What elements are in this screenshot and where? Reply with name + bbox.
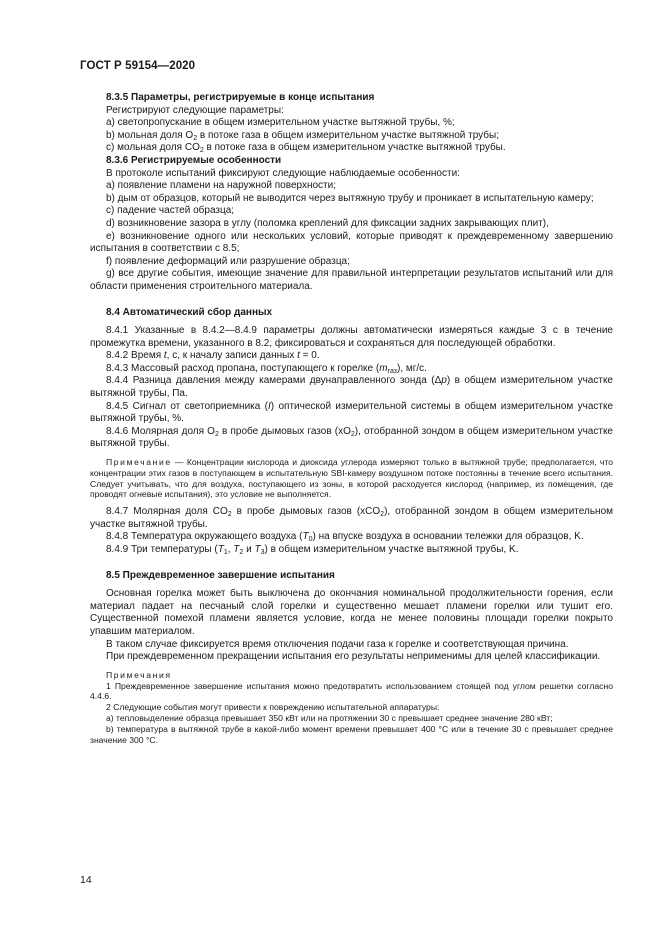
s849: 8.4.9 Три температуры ($T_1$, $T_2$ и $T_3$) в общем измерительном участке вытяжной трубы, K.	[106, 544, 519, 556]
page-number: 14	[80, 874, 92, 886]
s836-item-d: d) возникновение зазора в углу (поломка креплений для фиксации задних закрывающих плит),	[106, 217, 549, 229]
s836-item-c: c) падение частей образца;	[106, 205, 235, 217]
s85-para-3: При преждевременном прекращении испытания его результаты неприменимы для целей классификации.	[106, 651, 601, 663]
s842: 8.4.2 Время t, с, к началу записи данных t = 0.	[106, 350, 320, 362]
s85-notes-label: Примечания	[106, 669, 172, 680]
s841: 8.4.1 Указанные в 8.4.2—8.4.9 параметры должны автоматически измеряться каждые 3 с в течение промежутка времени, указанного в 8.2, фиксироваться и сохраняться для последующей обработки.	[90, 325, 613, 349]
s835-item-c: c) мольная доля $CO_2$ в потоке газа в общем измерительном участке вытяжной трубы.	[106, 142, 506, 155]
note-label: Примечание	[106, 457, 172, 468]
s85-para-1: Основная горелка может быть выключена до окончания номинальной продолжительности горения, если материал падает на песчаный слой горелки и существенно мешает пламени горелки или тушит его. Существенной помехой пламени является условие, когда не менее половины площади горелки покрыто упавшим материалом.	[90, 588, 613, 637]
document-code-header: ГОСТ Р 59154—2020	[80, 60, 196, 72]
s85-para-2: В таком случае фиксируется время отключения подачи газа к горелке и соответствующая причина.	[106, 638, 569, 650]
section-8-5-heading: 8.5 Преждевременное завершение испытания	[106, 569, 335, 581]
s85-note-2: 2 Следующие события могут привести к повреждению испытательной аппаратуры:	[106, 702, 440, 713]
s85-note-1: 1 Преждевременное завершение испытания можно предотвратить использованием стоящей под углом решетки согласно 4.4.6.	[90, 680, 613, 702]
page-body	[90, 92, 613, 745]
s848: 8.4.8 Температура окружающего воздуха $(T_0)$ на впуске воздуха в основании тележки для образцов, K.	[106, 531, 584, 544]
s835-intro: Регистрируют следующие параметры:	[106, 104, 284, 116]
s84-note: Примечание — Концентрации кислорода и диоксида углерода измеряют только в вытяжной трубе; предполагается, что концентрации этих газов в поступающем в испытательную SBI-камеру воздушном потоке постоянны в течение всего испытания. Следует учитывать, что для воздуха, поступающего из зоны, в которой расходуется кислород (например, из помещения, где проводят огневые испытания), это условие не выполняется.	[90, 457, 613, 500]
s835-item-b: b) мольная доля $O_2$ в потоке газа в общем измерительном участке вытяжной трубы;	[106, 129, 499, 142]
section-8-4-heading: 8.4 Автоматический сбор данных	[106, 306, 273, 318]
s836-item-f: f) появление деформаций или разрушение образца;	[106, 255, 350, 267]
s844: 8.4.4 Разница давления между камерами двунаправленного зонда (Δp) в общем измерительном участке вытяжной трубы, Па.	[90, 375, 613, 400]
s85-note-2a: а) тепловыделение образца превышает 350 кВт или на протяжении 30 с превышает среднее значение 280 кВт;	[106, 712, 553, 723]
s836-item-b: b) дым от образцов, который не выводится через вытяжную трубу и проникает в испытательную камеру;	[106, 192, 594, 204]
s836-item-g: g) все другие события, имеющие значение для правильной интерпретации результатов испытаний или для области применения строительного материала.	[90, 268, 613, 292]
s847: 8.4.7 Молярная доля $CO_2$ в пробе дымовых газов (xCO$_2$), отобранной зондом в общем измерительном участке вытяжной трубы.	[90, 506, 613, 530]
s843: 8.4.3 Массовый расход пропана, поступающего к горелке $(m_{газ})$, мг/с.	[106, 362, 427, 375]
section-8-3-5-heading: 8.3.5 Параметры, регистрируемые в конце испытания	[106, 92, 375, 103]
s846: 8.4.6 Молярная доля $O_2$ в пробе дымовых газов $(xO_2)$, отобранной зондом в общем измерительном участке вытяжной трубы.	[90, 425, 613, 450]
s836-item-a: а) появление пламени на наружной поверхности;	[106, 180, 336, 192]
s836-intro: В протоколе испытаний фиксируют следующие наблюдаемые особенности:	[106, 167, 460, 179]
s835-item-a: а) светопропускание в общем измерительном участке вытяжной трубы, %;	[106, 117, 455, 129]
s836-item-e: e) возникновение одного или нескольких условий, которые приводят к преждевременному завершению испытания в соответствии с 8.5;	[90, 230, 613, 255]
section-8-3-6-heading: 8.3.6 Регистрируемые особенности	[106, 154, 282, 166]
s845: 8.4.5 Сигнал от светоприемника (I) оптической измерительной системы в общем измерительном участке вытяжной трубы, %.	[90, 400, 614, 425]
s85-note-2b: b) температура в вытяжной трубе в какой-либо момент времени превышает 400 °C или в течение 30 с превышает среднее значение 300 °C.	[90, 723, 613, 745]
